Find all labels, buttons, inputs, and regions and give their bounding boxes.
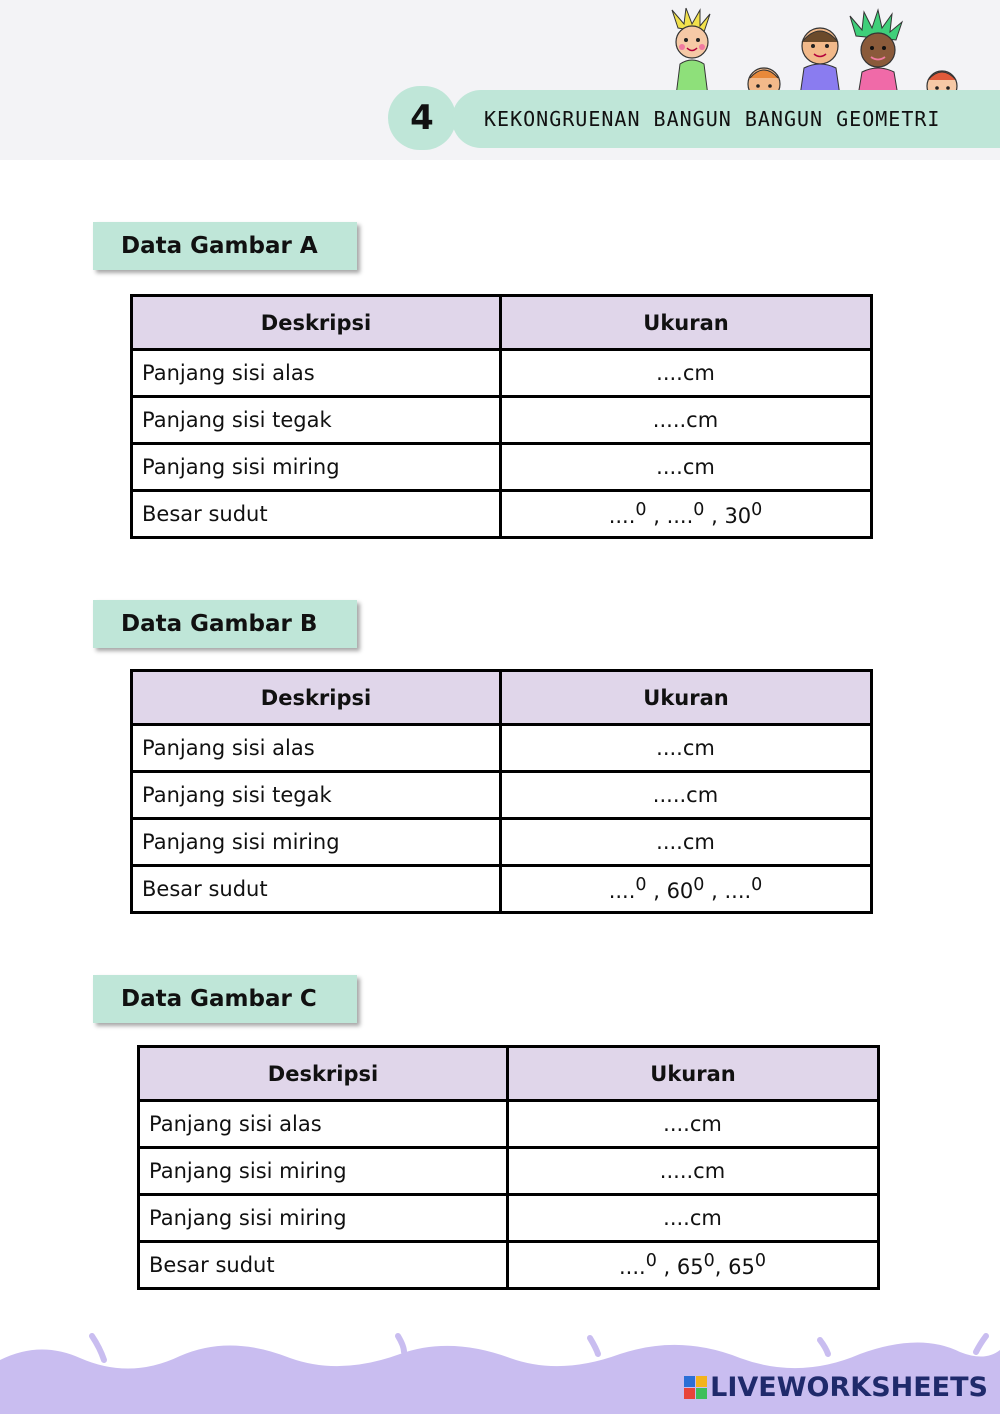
- degree-mark: 0: [754, 1251, 766, 1271]
- row-value: ....cm: [508, 1101, 879, 1148]
- col-header-ukuran: Ukuran: [508, 1047, 879, 1101]
- angle-values: [501, 866, 872, 913]
- degree-mark: 0: [703, 1251, 715, 1271]
- degree-mark: 0: [751, 500, 763, 520]
- row-value: ....cm: [508, 1195, 879, 1242]
- degree-mark: 0: [635, 500, 647, 520]
- section-label-a: Data Gambar A: [93, 222, 357, 270]
- row-value: .....cm: [501, 397, 872, 444]
- liveworksheets-brand: LIVEWORKSHEETS: [710, 1372, 988, 1403]
- degree-mark: 0: [693, 875, 705, 895]
- separator: ,: [656, 1255, 677, 1279]
- data-table-b: [130, 669, 873, 914]
- table-row: [132, 819, 872, 866]
- table-row: [132, 725, 872, 772]
- table-row: [139, 1148, 879, 1195]
- section-label-c: Data Gambar C: [93, 975, 357, 1023]
- angle-2: ....: [666, 504, 694, 528]
- row-desc: Besar sudut: [132, 866, 501, 913]
- chapter-title: KEKONGRUENAN BANGUN BANGUN GEOMETRI: [452, 90, 1000, 148]
- col-header-deskripsi: Deskripsi: [132, 296, 501, 350]
- angle-values: [501, 491, 872, 538]
- table-row: [132, 444, 872, 491]
- angle-1: ....: [608, 504, 636, 528]
- row-value: ....cm: [501, 725, 872, 772]
- degree-mark: 0: [693, 500, 705, 520]
- table-row-angles: [132, 491, 872, 538]
- row-desc: Panjang sisi tegak: [132, 397, 501, 444]
- angle-values: [508, 1242, 879, 1289]
- section-label-b: Data Gambar B: [93, 600, 357, 648]
- row-desc: Panjang sisi tegak: [132, 772, 501, 819]
- angle-3: 30: [724, 504, 752, 528]
- separator: ,: [646, 504, 667, 528]
- row-value: .....cm: [508, 1148, 879, 1195]
- logo-square: [696, 1388, 707, 1399]
- table-header-row: [132, 296, 872, 350]
- separator: ,: [646, 879, 667, 903]
- chapter-number-badge: 4: [388, 86, 456, 150]
- row-desc: Panjang sisi miring: [132, 444, 501, 491]
- angle-1: ....: [608, 879, 636, 903]
- table-header-row: [139, 1047, 879, 1101]
- row-desc: Panjang sisi alas: [132, 350, 501, 397]
- liveworksheets-logo: [684, 1372, 988, 1403]
- angle-3: 65: [728, 1255, 755, 1279]
- separator: ,: [704, 504, 725, 528]
- row-value: ....cm: [501, 819, 872, 866]
- col-header-ukuran: Ukuran: [501, 296, 872, 350]
- row-value: ....cm: [501, 444, 872, 491]
- row-desc: Panjang sisi alas: [139, 1101, 508, 1148]
- table-row: [139, 1195, 879, 1242]
- row-desc: Panjang sisi alas: [132, 725, 501, 772]
- logo-square: [684, 1388, 695, 1399]
- logo-square: [696, 1376, 707, 1387]
- table-row: [132, 350, 872, 397]
- separator: ,: [714, 1255, 729, 1279]
- angle-3: ....: [724, 879, 752, 903]
- col-header-deskripsi: Deskripsi: [139, 1047, 508, 1101]
- data-table-c: [137, 1045, 880, 1290]
- data-table-a: [130, 294, 873, 539]
- angle-2: 60: [666, 879, 694, 903]
- row-desc: Besar sudut: [132, 491, 501, 538]
- row-desc: Panjang sisi miring: [132, 819, 501, 866]
- row-value: ....cm: [501, 350, 872, 397]
- children-illustration-icon: [660, 6, 990, 96]
- table-row: [132, 772, 872, 819]
- degree-mark: 0: [751, 875, 763, 895]
- row-desc: Panjang sisi miring: [139, 1195, 508, 1242]
- col-header-ukuran: Ukuran: [501, 671, 872, 725]
- separator: ,: [704, 879, 725, 903]
- degree-mark: 0: [645, 1251, 657, 1271]
- table-row-angles: [132, 866, 872, 913]
- row-desc: Panjang sisi miring: [139, 1148, 508, 1195]
- logo-square: [684, 1376, 695, 1387]
- liveworksheets-logo-icon: [684, 1376, 707, 1399]
- table-header-row: [132, 671, 872, 725]
- angle-2: 65: [676, 1255, 704, 1279]
- table-row: [139, 1101, 879, 1148]
- angle-1: ....: [619, 1255, 646, 1279]
- col-header-deskripsi: Deskripsi: [132, 671, 501, 725]
- row-desc: Besar sudut: [139, 1242, 508, 1289]
- table-row-angles: [139, 1242, 879, 1289]
- table-row: [132, 397, 872, 444]
- degree-mark: 0: [635, 875, 647, 895]
- row-value: .....cm: [501, 772, 872, 819]
